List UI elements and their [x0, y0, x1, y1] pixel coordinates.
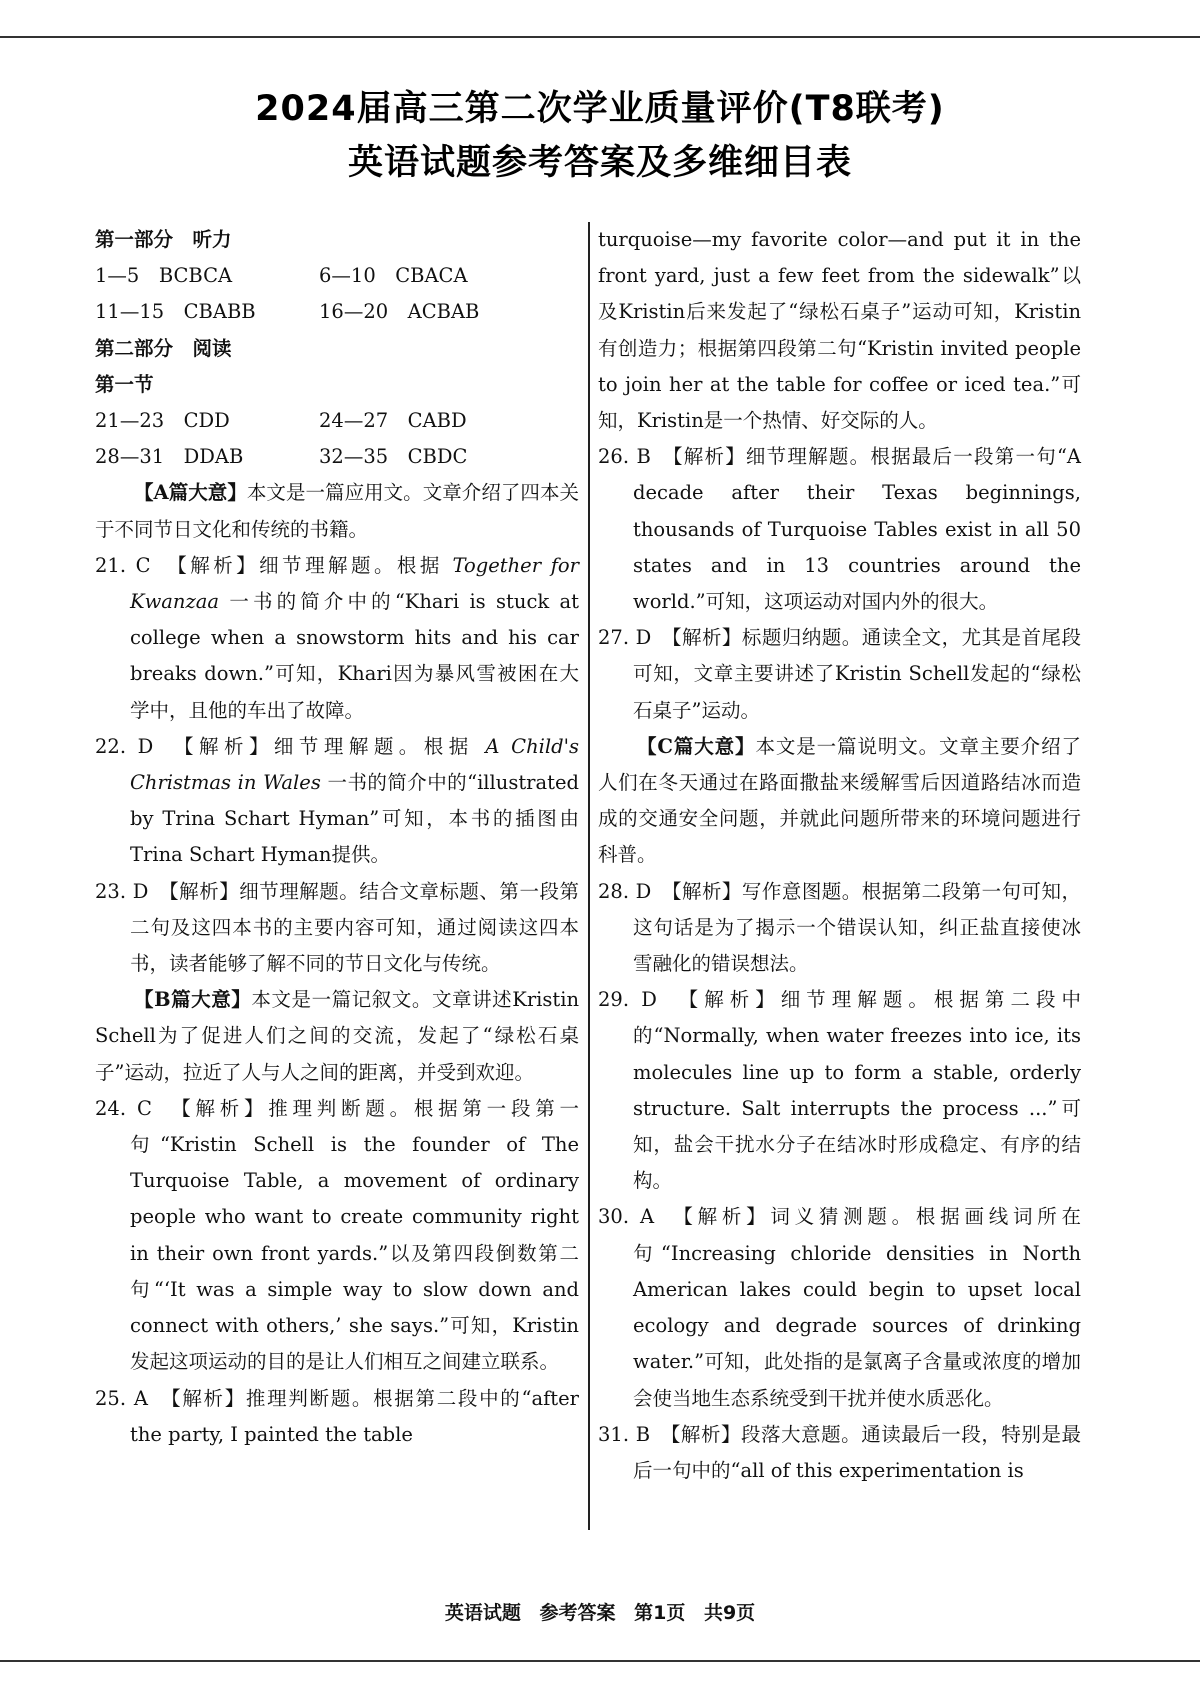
passage-a-summary [95, 475, 579, 547]
explanation-text: 一书的简介中的“illustrated by Trina Schart Hyman”可知，本书的插图由Trina Schart Hyman提供。 [130, 771, 579, 867]
summary-text: 本文是一篇说明文。文章主要介绍了人们在冬天通过在路面撒盐来缓解雪后因道路结冰而造成的交通安全问题，并就此问题所带来的环境问题进行科普。 [598, 734, 1081, 867]
right-column [598, 222, 1081, 1489]
page-footer [0, 1598, 1200, 1625]
passage-b-summary [95, 982, 579, 1091]
answer-item-30 [598, 1199, 1081, 1416]
answer-item-31 [598, 1417, 1081, 1489]
item-label: 21. C [95, 553, 178, 577]
explanation-text: 一书的简介中的“Khari is stuck at college when a snowstorm hits and his car breaks down.”可知，Khari因为暴风雪被困在大学中，且他的车出了故障。 [130, 590, 579, 722]
item-label: 26. B [598, 445, 673, 469]
answer-item-23 [95, 874, 579, 983]
answer-item-27 [598, 620, 1081, 729]
answer-item-22 [95, 729, 579, 874]
explanation-text: 【解析】细节理解题。根据 [177, 553, 443, 577]
top-rule [0, 36, 1200, 38]
page-title: 2024届高三第二次学业质量评价(T8联考) [255, 89, 945, 129]
book-title: A Child's Christmas in Wales [130, 734, 579, 795]
item-label: 28. D [598, 879, 672, 903]
answer-item-24 [95, 1091, 579, 1381]
explanation-text: 【解析】词义猜测题。根据画线词所在句“Increasing chloride densities in North American lakes could begin to upset local ecology and degrade sources of drinking water.”可知，此处指的是氯离子含量或浓度的增加会使当地生态系统受到干扰并使水质恶化。 [633, 1205, 1081, 1410]
answer-row [95, 403, 579, 439]
answer-row [95, 258, 579, 294]
answer-cell: 1—5 BCBCA [95, 264, 233, 288]
column-divider [588, 222, 590, 1530]
footer-page-number: 第1页 [634, 1602, 686, 1624]
summary-text: 本文是一篇记叙文。文章讲述Kristin Schell为了促进人们之间的交流，发起了“绿松石桌子”运动，拉近了人与人之间的距离，并受到欢迎。 [95, 988, 580, 1084]
part2-heading: 第二部分 阅读 [95, 336, 232, 360]
footer-subject: 英语试题 [444, 1602, 521, 1624]
left-column [95, 222, 579, 1453]
answer-cell: 24—27 CABD [319, 409, 467, 433]
item-label: 29. D [598, 988, 689, 1012]
answer-cell: 6—10 CBACA [319, 264, 468, 288]
footer-total-pages: 共9页 [703, 1602, 756, 1624]
passage-tag: 【A篇大意】 [134, 481, 247, 505]
answer-item-25 [95, 1381, 579, 1453]
bottom-rule [0, 1660, 1200, 1662]
item-label: 25. A [95, 1386, 171, 1410]
explanation-text: 【解析】细节理解题。根据最后一段第一句“A decade after their Texas beginnings, thousands of Turquoise Tables exist in all 50 states and in 13 countries around the world.”可知，这项运动对国内外的很大。 [633, 445, 1081, 614]
answer-item-29 [598, 982, 1081, 1199]
answer-cell: 16—20 ACBAB [319, 300, 480, 324]
item-label: 23. D [95, 879, 169, 903]
answer-cell: 21—23 CDD [95, 409, 230, 433]
book-title: Together for Kwanzaa [130, 553, 579, 614]
item-label: 31. B [598, 1422, 671, 1446]
explanation-text: 【解析】细节理解题。根据第二段中的“Normally, when water freezes into ice, its molecules line up to form a stable, orderly structure. Salt interrupts the process ...”可知，盐会干扰水分子在结冰时形成稳定、有序的结构。 [633, 988, 1081, 1193]
answer-item-21 [95, 548, 579, 729]
item-label: 24. C [95, 1096, 181, 1120]
explanation-text: 【解析】段落大意题。通读最后一段，特别是最后一句中的“all of this experimentation is [633, 1422, 1081, 1482]
explanation-text: 【解析】写作意图题。根据第二段第一句可知，这句话是为了揭示一个错误认知，纠正盐直接使冰雪融化的错误想法。 [633, 879, 1081, 976]
explanation-text: 【解析】细节理解题。根据 [183, 734, 474, 758]
part1-heading: 第一部分 听力 [95, 228, 232, 251]
section1-heading: 第一节 [95, 372, 154, 396]
page-subtitle: 英语试题参考答案及多维细目表 [347, 143, 852, 183]
passage-tag: 【C篇大意】 [637, 734, 756, 758]
answer-cell: 28—31 DDAB [95, 445, 244, 469]
summary-text: 本文是一篇应用文。文章介绍了四本关于不同节日文化和传统的书籍。 [95, 481, 579, 541]
item-label: 22. D [95, 734, 184, 758]
title-block [0, 82, 1200, 190]
answer-item-26 [598, 439, 1081, 620]
answer-row [95, 294, 579, 330]
explanation-text: 【解析】标题归纳题。通读全文，尤其是首尾段可知，文章主要讲述了Kristin Schell发起的“绿松石桌子”运动。 [633, 626, 1081, 722]
footer-answer-label: 参考答案 [539, 1602, 616, 1624]
answer-cell: 32—35 CBDC [319, 445, 468, 469]
answer-item-28 [598, 874, 1081, 983]
passage-tag: 【B篇大意】 [134, 988, 252, 1012]
answer-item-25-continued: turquoise—my favorite color—and put it in the front yard, just a few feet from the sidewalk”以及Kristin后来发起了“绿松石桌子”运动可知，Kristin有创造力；根据第四段第二句“Kristin invited people to join her at the table for coffee or iced tea.”可知，Kristin是一个热情、好交际的人。 [598, 228, 1081, 433]
explanation-text: 【解析】推理判断题。根据第二段中的“after the party, I painted the table [130, 1386, 579, 1446]
explanation-text: 【解析】细节理解题。结合文章标题、第一段第二句及这四本书的主要内容可知，通过阅读这四本书，读者能够了解不同的节日文化与传统。 [130, 879, 579, 976]
answer-cell: 11—15 CBABB [95, 300, 256, 324]
answer-row [95, 439, 579, 475]
item-label: 30. A [598, 1205, 684, 1229]
explanation-text: 【解析】推理判断题。根据第一段第一句“Kristin Schell is the founder of The Turquoise Table, a movement of ordinary people who want to create community right in their own front yards.”以及第四段倒数第二句“‘It was a simple way to slow down and connect with others,’ she says.”可知，Kristin发起这项运动的目的是让人们相互之间建立联系。 [130, 1096, 579, 1374]
item-label: 27. D [598, 626, 672, 650]
passage-c-summary [598, 729, 1081, 874]
